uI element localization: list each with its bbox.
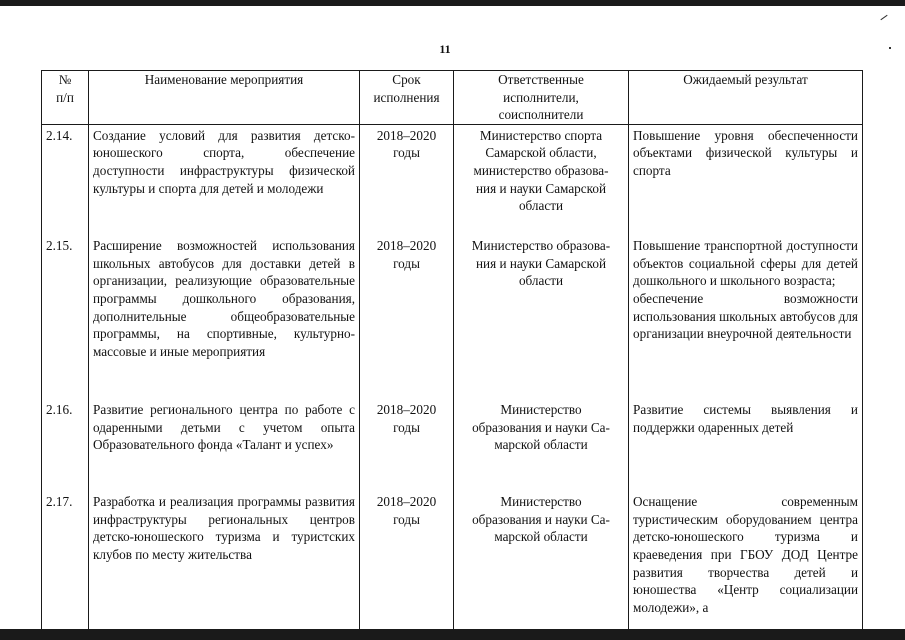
row-result: Развитие системы выявления и поддержки одаренных детей xyxy=(629,399,863,491)
table-row xyxy=(42,491,863,636)
row-result: Повышение транспортной доступности объектов социальной сферы для детей дошкольного и школьного возраста; обеспечение возможности использования школьных автобусов для организации внеурочной деятельности xyxy=(629,235,863,399)
table-row xyxy=(42,124,863,235)
page-number: 11 xyxy=(439,42,451,56)
row-number: 2.14. xyxy=(42,124,89,235)
top-scan-border xyxy=(0,0,905,6)
row-term: 2018–2020 годы xyxy=(360,491,454,636)
header-responsible: Ответственные исполнители, соисполнители xyxy=(454,71,629,125)
measures-table xyxy=(41,70,863,636)
row-name: Разработка и реализация программы развития инфраструктуры региональных центров детско-юношеского туризма и туристских клубов по месту жительства xyxy=(89,491,360,636)
row-result: Оснащение современным туристическим оборудованием центра детско-юношеского туризма и краеведения при ГБОУ ДОД Центре развития творчества детей и юношества «Центр социализации молодежи», а xyxy=(629,491,863,636)
table-row xyxy=(42,399,863,491)
header-name: Наименование мероприятия xyxy=(89,71,360,125)
row-term: 2018–2020 годы xyxy=(360,399,454,491)
row-number: 2.15. xyxy=(42,235,89,399)
header-result: Ожидаемый результат xyxy=(629,71,863,125)
row-responsible: Министерство образования и науки Са- марской области xyxy=(454,491,629,636)
row-responsible: Министерство образования и науки Са- марской области xyxy=(454,399,629,491)
row-result: Повышение уровня обеспеченности объектами физической культуры и спорта xyxy=(629,124,863,235)
row-responsible: Министерство образова- ния и науки Самарской области xyxy=(454,235,629,399)
table-row xyxy=(42,235,863,399)
header-term: Срок исполнения xyxy=(360,71,454,125)
row-number: 2.17. xyxy=(42,491,89,636)
row-term: 2018–2020 годы xyxy=(360,124,454,235)
scan-speck xyxy=(880,15,887,20)
bottom-scan-border xyxy=(0,629,905,640)
header-num: № п/п xyxy=(42,71,89,125)
row-name: Создание условий для развития детско-юношеского спорта, обеспечение доступности инфраструктуры физической культуры и спорта для детей и молодежи xyxy=(89,124,360,235)
row-number: 2.16. xyxy=(42,399,89,491)
row-name: Расширение возможностей использования школьных автобусов для доставки детей в организации, реализующие образовательные программы дошкольного образования, дополнительные общеобразовательные программы, на спортивные, культурно-массовые и иные мероприятия xyxy=(89,235,360,399)
row-term: 2018–2020 годы xyxy=(360,235,454,399)
row-responsible: Министерство спорта Самарской области, министерство образова- ния и науки Самарской области xyxy=(454,124,629,235)
row-name: Развитие регионального центра по работе с одаренными детьми с учетом опыта Образовательного фонда «Талант и успех» xyxy=(89,399,360,491)
table-header-row xyxy=(42,71,863,125)
scan-speck xyxy=(889,47,891,49)
